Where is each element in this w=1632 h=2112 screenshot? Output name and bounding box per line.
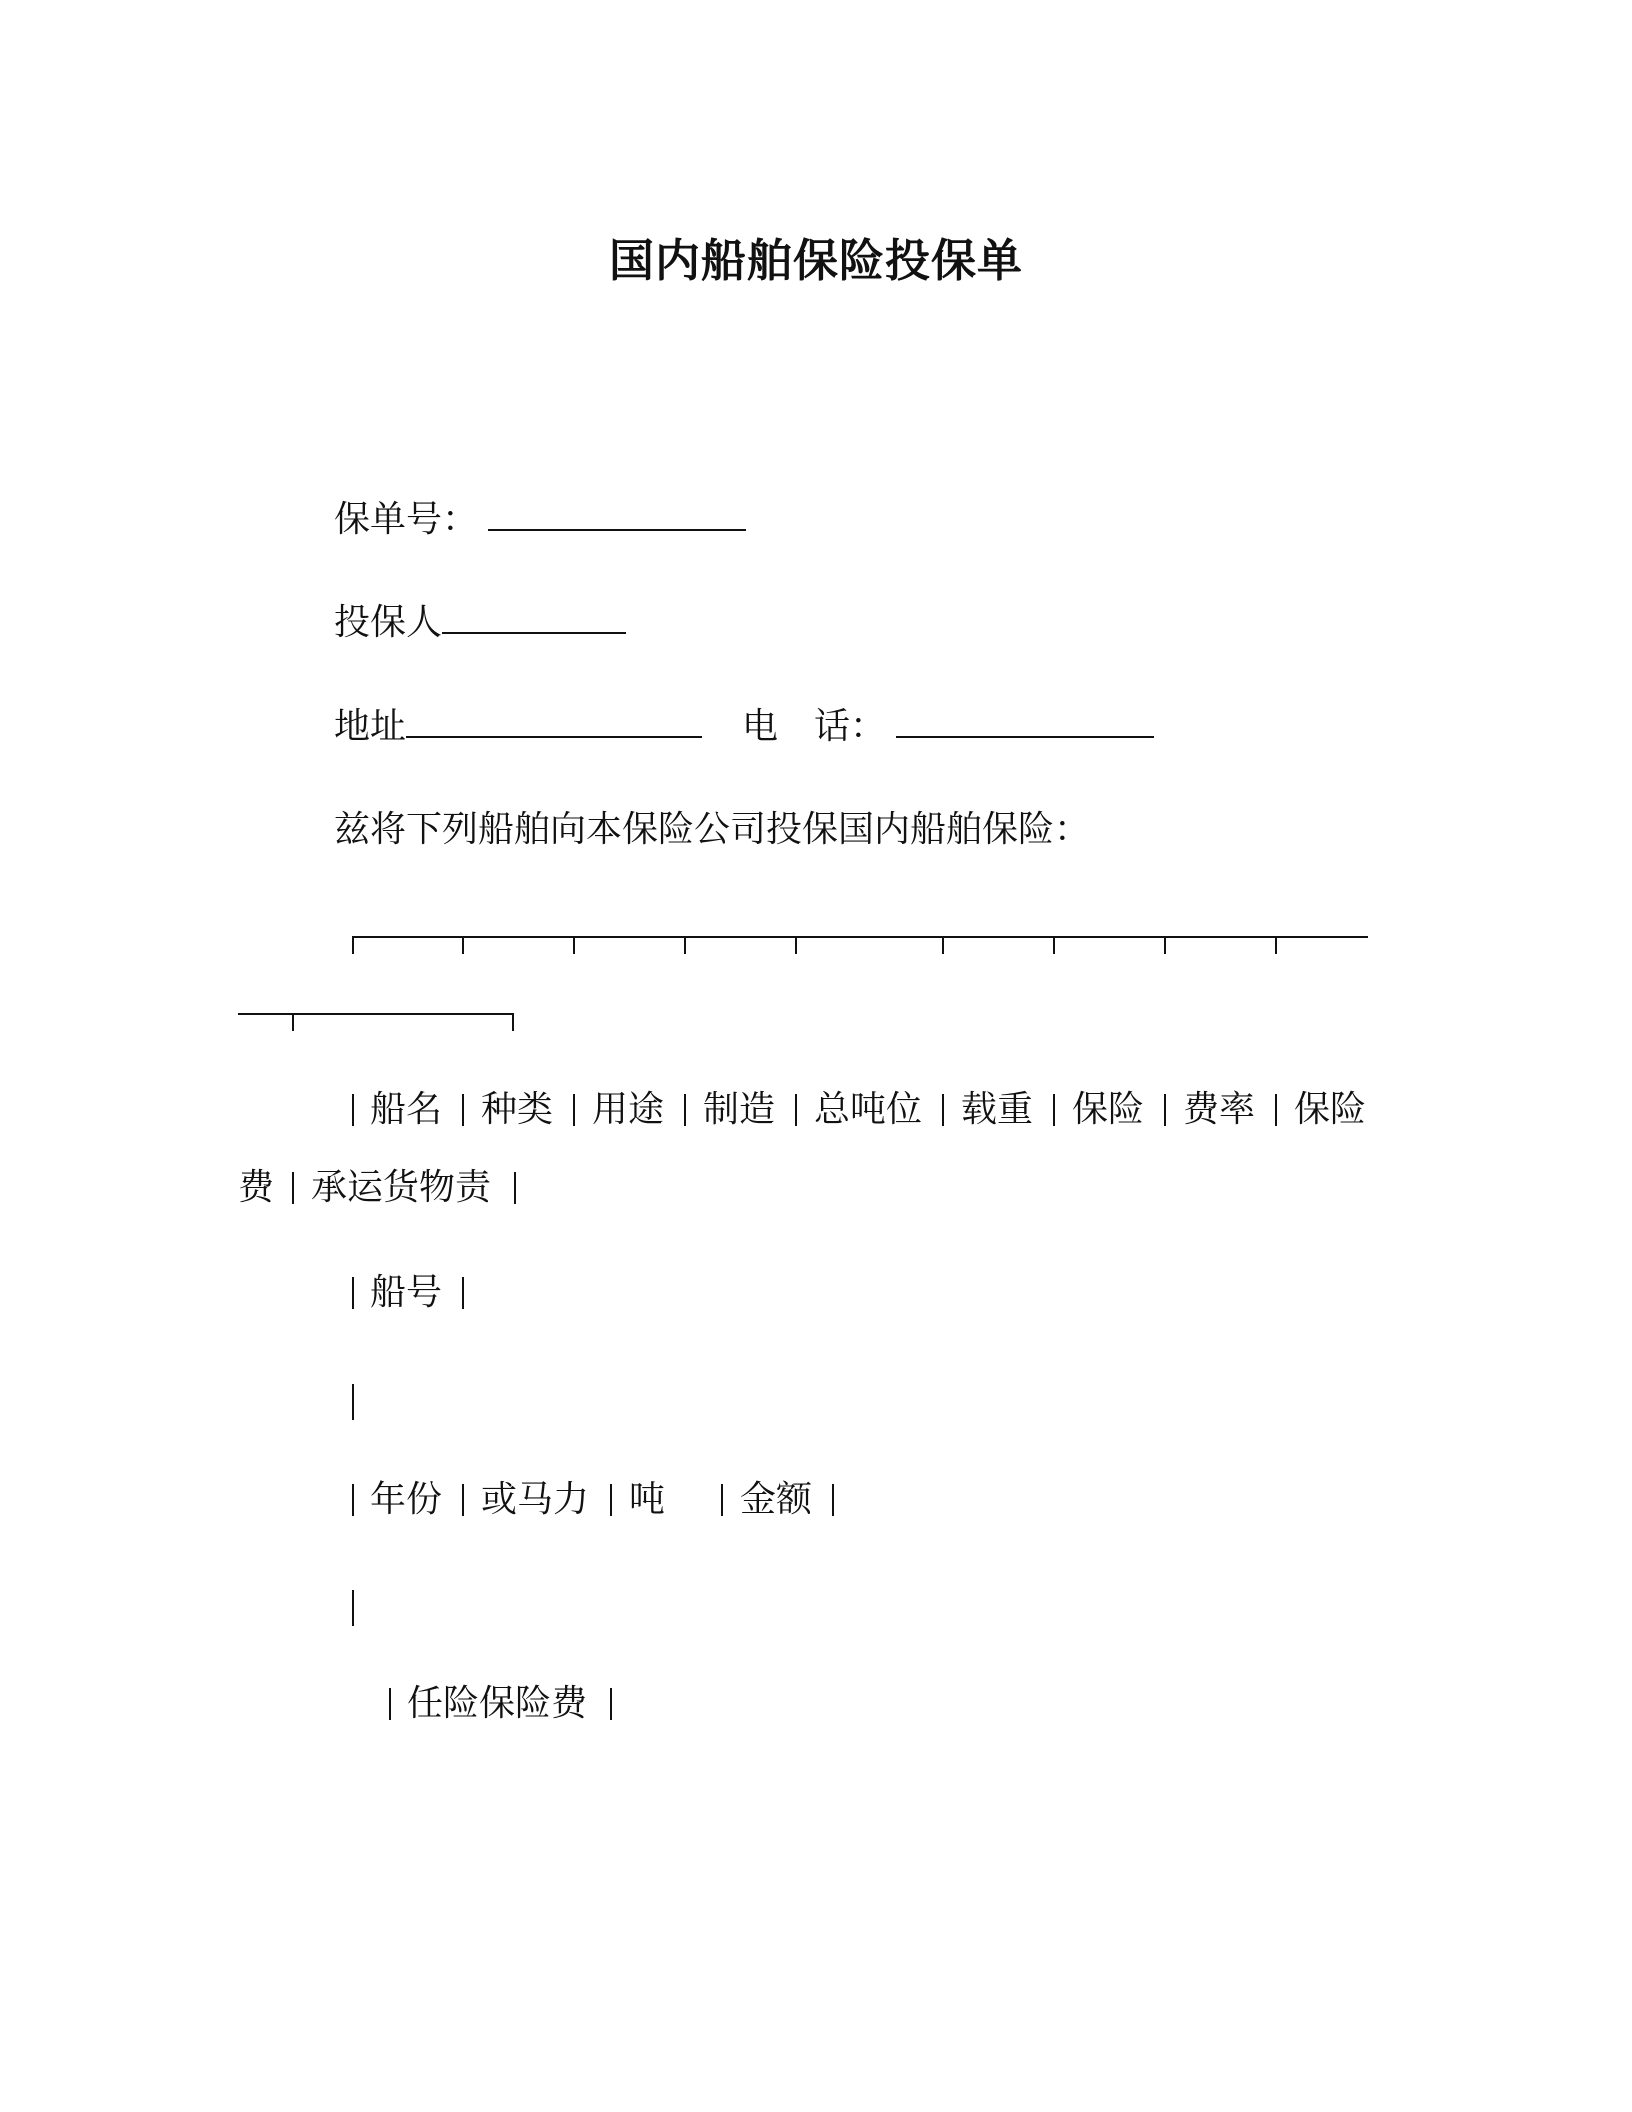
document-title: 国内船舶保险投保单 xyxy=(608,234,1023,287)
header-type: 种类 xyxy=(481,1089,554,1130)
phone-label: 电 话： xyxy=(742,706,887,747)
applicant-blank[interactable] xyxy=(442,602,626,634)
row-ton-label: 吨 xyxy=(629,1479,666,1520)
header-insured: 保险 xyxy=(1072,1089,1145,1130)
intro-text: 兹将下列船舶向本保险公司投保国内船舶保险： xyxy=(334,809,1091,850)
row-amount-label: 金额 xyxy=(740,1479,813,1520)
applicant-row xyxy=(334,601,626,645)
header-premium: 保险 xyxy=(1294,1089,1367,1130)
phone-row xyxy=(742,705,1154,749)
row-liability-premium-label: 任险保险费 xyxy=(407,1683,588,1724)
header-deadweight: 载重 xyxy=(961,1089,1034,1130)
policy-no-row xyxy=(334,498,746,542)
header-ship-name: 船名 xyxy=(370,1089,443,1130)
policy-no-label: 保单号： xyxy=(334,499,479,540)
applicant-label: 投保人 xyxy=(334,602,443,643)
header-gross-tonnage: 总吨位 xyxy=(814,1089,923,1130)
header-usage: 用途 xyxy=(592,1089,665,1130)
address-label: 地址 xyxy=(334,706,407,747)
header-manufacture: 制造 xyxy=(703,1089,776,1130)
address-blank[interactable] xyxy=(406,706,702,738)
row-year-label: 年份 xyxy=(370,1479,443,1520)
header-premium-cont: 费 xyxy=(238,1167,275,1208)
row-ship-no-label: 船号 xyxy=(370,1272,443,1313)
address-row xyxy=(334,705,702,749)
table-row-blank-2 xyxy=(352,1590,354,1626)
phone-blank[interactable] xyxy=(896,706,1154,738)
policy-no-blank[interactable] xyxy=(488,499,746,531)
header-cargo-liability: 承运货物责 xyxy=(311,1167,492,1208)
header-rate: 费率 xyxy=(1183,1089,1256,1130)
table-row-blank-1 xyxy=(352,1384,354,1420)
row-horsepower-label: 或马力 xyxy=(481,1479,590,1520)
